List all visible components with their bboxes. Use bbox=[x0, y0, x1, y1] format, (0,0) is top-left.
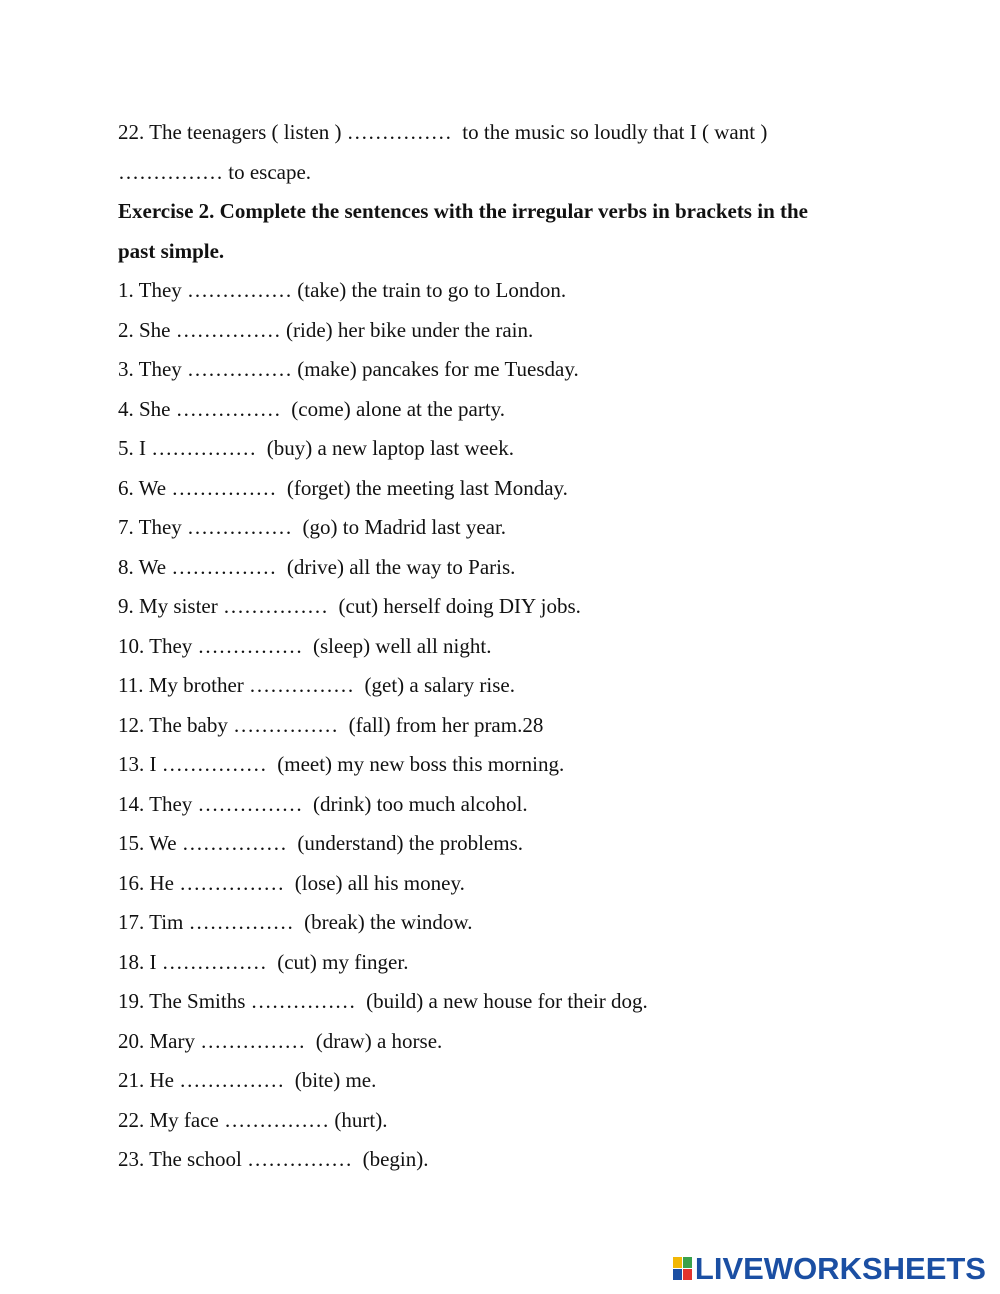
liveworksheets-logo-icon bbox=[673, 1256, 693, 1282]
exercise-item-2: 2. She …………… (ride) her bike under the rain. bbox=[118, 317, 534, 342]
liveworksheets-logo bbox=[673, 1252, 986, 1286]
exercise-item-7: 7. They …………… (go) to Madrid last year. bbox=[118, 515, 507, 539]
exercise-item-13: 13. I …………… (meet) my new boss this morning. bbox=[118, 752, 565, 776]
exercise-item-16: 16. He …………… (lose) all his money. bbox=[118, 870, 465, 895]
exercise-item-9: 9. My sister …………… (cut) herself doing DIY jobs. bbox=[118, 594, 581, 618]
exercise-item-14: 14. They …………… (drink) too much alcohol. bbox=[118, 791, 528, 816]
exercise-item-23: 23. The school …………… (begin). bbox=[118, 1147, 429, 1171]
exercise-item-21: 21. He …………… (bite) me. bbox=[118, 1068, 377, 1092]
exercise-item-5: 5. I …………… (buy) a new laptop last week. bbox=[118, 436, 514, 460]
exercise-item-4: 4. She …………… (come) alone at the party. bbox=[118, 396, 506, 421]
exercise-item-3: 3. They …………… (make) pancakes for me Tuesday. bbox=[118, 357, 579, 381]
exercise-2-heading-line-1: Exercise 2. Complete the sentences with the irregular verbs in brackets in the bbox=[118, 199, 808, 223]
exercise-item-1: 1. They …………… (take) the train to go to London. bbox=[118, 278, 567, 302]
exercise-item-11: 11. My brother …………… (get) a salary rise. bbox=[118, 673, 515, 697]
exercise-item-15: 15. We …………… (understand) the problems. bbox=[118, 831, 524, 855]
item-22-listen-line-2: …………… to escape. bbox=[118, 159, 312, 184]
item-22-listen-line-1: 22. The teenagers ( listen ) …………… to the music so loudly that I ( want ) bbox=[118, 120, 768, 144]
exercise-item-8: 8. We …………… (drive) all the way to Paris. bbox=[118, 554, 516, 579]
exercise-item-18: 18. I …………… (cut) my finger. bbox=[118, 949, 409, 974]
exercise-item-20: 20. Mary …………… (draw) a horse. bbox=[118, 1028, 443, 1053]
exercise-item-12: 12. The baby …………… (fall) from her pram.28 bbox=[118, 712, 544, 737]
worksheet-content bbox=[118, 113, 918, 1180]
exercise-item-22: 22. My face …………… (hurt). bbox=[118, 1107, 388, 1132]
exercise-item-6: 6. We …………… (forget) the meeting last Monday. bbox=[118, 475, 568, 500]
exercise-2-heading-line-2: past simple. bbox=[118, 238, 225, 263]
exercise-item-19: 19. The Smiths …………… (build) a new house for their dog. bbox=[118, 989, 648, 1013]
liveworksheets-logo-text: LIVEWORKSHEETS bbox=[694, 1251, 986, 1286]
exercise-item-17: 17. Tim …………… (break) the window. bbox=[118, 910, 473, 934]
exercise-item-10: 10. They …………… (sleep) well all night. bbox=[118, 633, 492, 658]
